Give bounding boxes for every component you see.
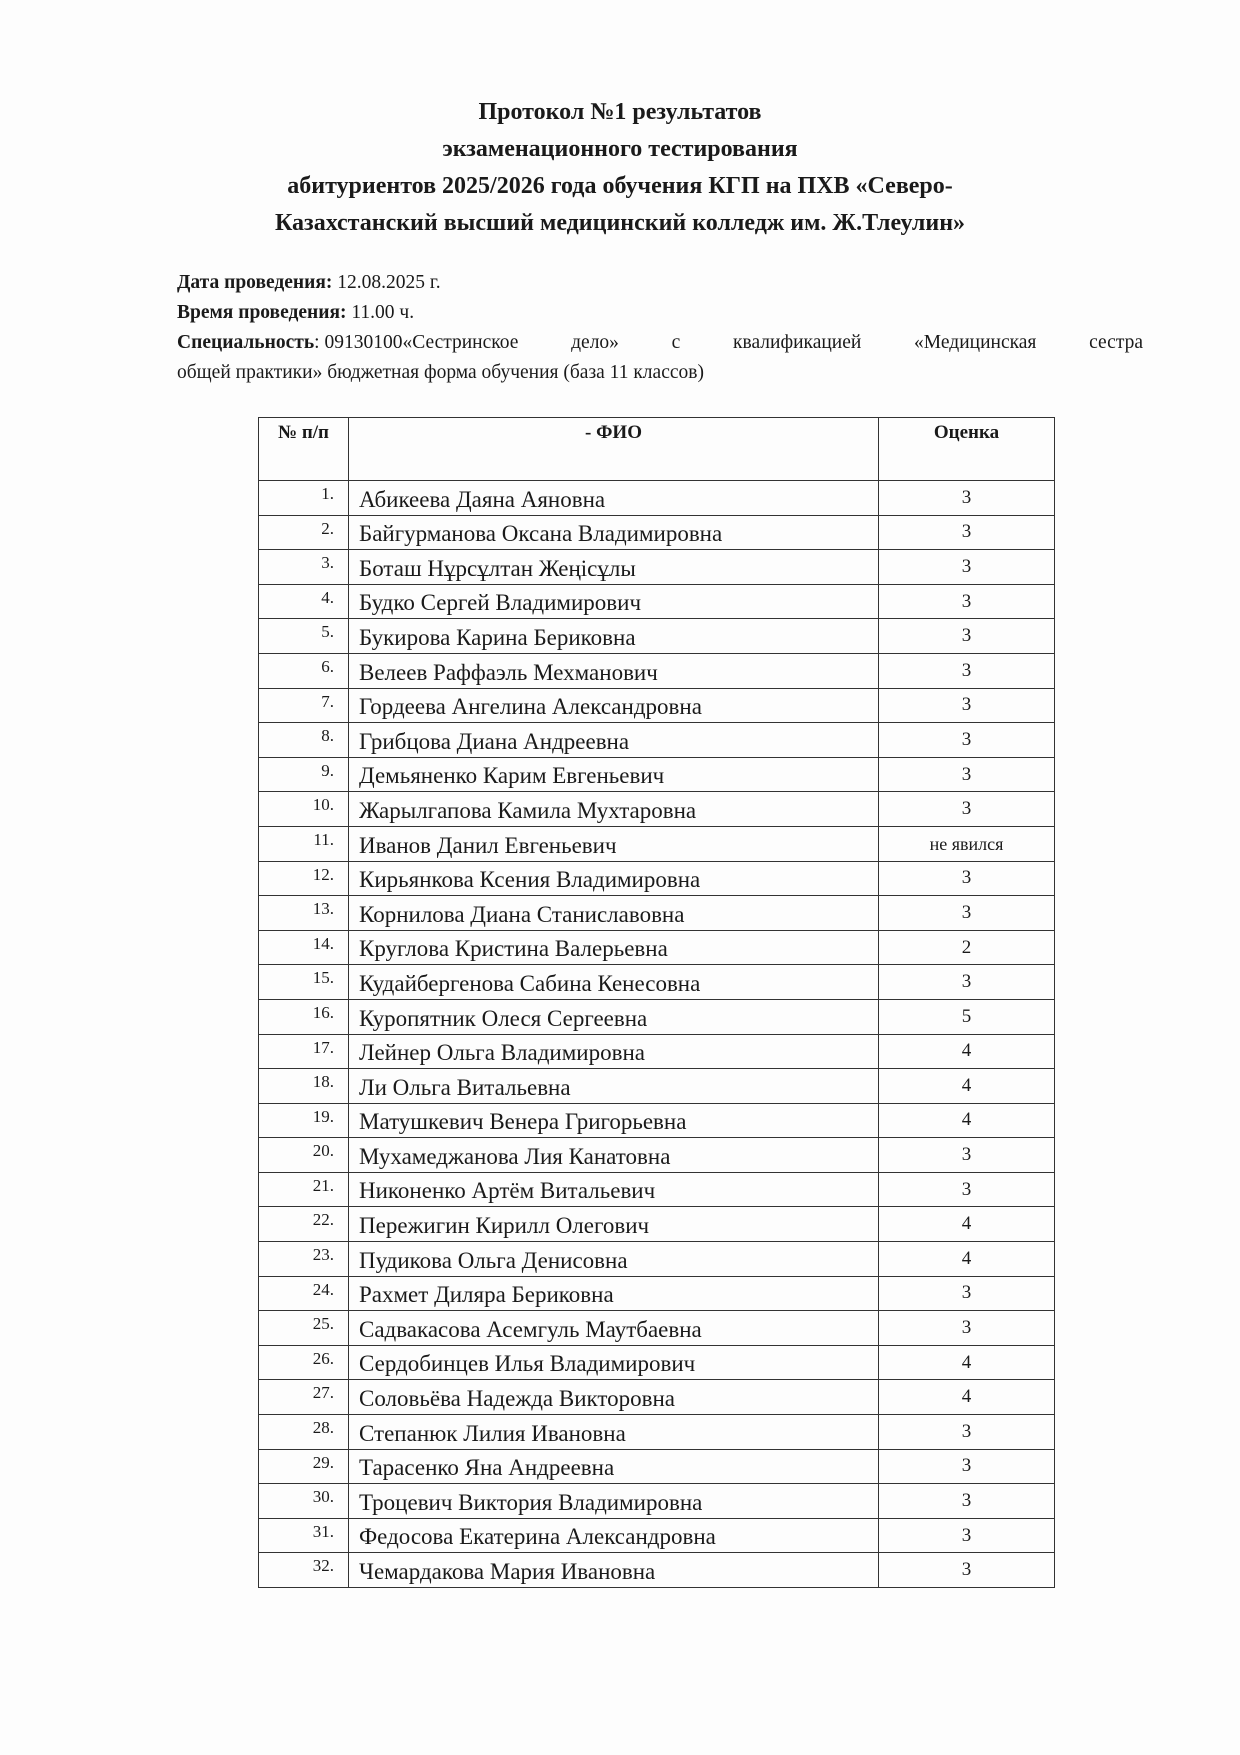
student-grade: 4 [879,1380,1055,1415]
student-name: Корнилова Диана Станиславовна [349,896,879,931]
student-grade: 4 [879,1034,1055,1069]
specialty [177,328,1143,388]
table-row [259,1415,1055,1450]
exam-time-value: 11.00 ч. [351,302,415,323]
student-name: Ли Ольга Витальевна [349,1069,879,1104]
title-line: Казахстанский высший медицинский колледж им. Ж.Тлеулин» [274,210,966,236]
student-grade: 3 [879,515,1055,550]
row-number: 21. [259,1172,349,1207]
table-row [259,1449,1055,1484]
table-row [259,930,1055,965]
row-number: 19. [259,1103,349,1138]
table-row [259,826,1055,861]
row-number: 5. [259,619,349,654]
student-name: Тарасенко Яна Андреевна [349,1449,879,1484]
student-name: Кудайбергенова Сабина Кенесовна [349,965,879,1000]
student-name: Пережигин Кирилл Олегович [349,1207,879,1242]
specialty-line-1 [177,328,1143,358]
table-row [259,584,1055,619]
exam-date-label: Дата проведения: [177,272,333,293]
table-row [259,619,1055,654]
exam-date-value: 12.08.2025 г. [337,272,441,293]
table-row [259,1172,1055,1207]
row-number: 29. [259,1449,349,1484]
table-row [259,1484,1055,1519]
student-name: Букирова Карина Бериковна [349,619,879,654]
student-name: Кирьянкова Ксения Владимировна [349,861,879,896]
exam-details [177,268,1143,388]
table-row [259,1069,1055,1104]
student-grade: 4 [879,1069,1055,1104]
table-row [259,723,1055,758]
table-header-row [259,418,1055,481]
specialty-text: дело» [571,332,619,353]
student-name: Садвакасова Асемгуль Маутбаевна [349,1311,879,1346]
row-number: 17. [259,1034,349,1069]
table-row [259,550,1055,585]
student-grade: 3 [879,1172,1055,1207]
row-number: 3. [259,550,349,585]
table-row [259,515,1055,550]
student-grade: 3 [879,688,1055,723]
results-table [258,417,1055,1588]
row-number: 14. [259,930,349,965]
row-number: 11. [259,826,349,861]
table-row [259,1518,1055,1553]
student-name: Лейнер Ольга Владимировна [349,1034,879,1069]
student-name: Рахмет Диляра Бериковна [349,1276,879,1311]
table-row [259,1553,1055,1588]
student-grade: 3 [879,1553,1055,1588]
row-number: 9. [259,757,349,792]
student-grade: 3 [879,723,1055,758]
student-name: Куропятник Олеся Сергеевна [349,999,879,1034]
row-number: 15. [259,965,349,1000]
exam-time [177,298,1143,328]
student-grade: 2 [879,930,1055,965]
table-row [259,757,1055,792]
header-grade: Оценка [879,418,1055,481]
student-name: Абикеева Даяна Аяновна [349,481,879,516]
title-line: абитуриентов 2025/2026 года обучения КГП на ПХВ «Северо- [287,173,953,199]
row-number: 8. [259,723,349,758]
table-row [259,1207,1055,1242]
student-grade: 3 [879,481,1055,516]
student-grade: 3 [879,584,1055,619]
table-row [259,999,1055,1034]
student-grade: 3 [879,1311,1055,1346]
table-row [259,1345,1055,1380]
row-number: 4. [259,584,349,619]
protocol-title [150,94,1090,242]
student-grade: 3 [879,1276,1055,1311]
student-grade: 3 [879,1484,1055,1519]
table-row [259,481,1055,516]
student-grade: не явился [879,826,1055,861]
table-row [259,688,1055,723]
student-name: Иванов Данил Евгеньевич [349,826,879,861]
student-grade: 3 [879,1518,1055,1553]
student-name: Никоненко Артём Витальевич [349,1172,879,1207]
row-number: 22. [259,1207,349,1242]
student-name: Боташ Нұрсұлтан Жеңісұлы [349,550,879,585]
student-grade: 3 [879,896,1055,931]
student-name: Степанюк Лилия Ивановна [349,1415,879,1450]
student-grade: 3 [879,792,1055,827]
student-name: Мухамеджанова Лия Канатовна [349,1138,879,1173]
student-grade: 4 [879,1207,1055,1242]
table-row [259,1103,1055,1138]
row-number: 28. [259,1415,349,1450]
specialty-text: квалификацией [733,332,862,353]
student-grade: 3 [879,1449,1055,1484]
student-grade: 3 [879,1415,1055,1450]
specialty-text: сестра [1089,332,1143,353]
student-name: Гордеева Ангелина Александровна [349,688,879,723]
table-row [259,792,1055,827]
table-row [259,1034,1055,1069]
student-name: Круглова Кристина Валерьевна [349,930,879,965]
title-line: Протокол №1 результатов [478,99,762,125]
table-row [259,1276,1055,1311]
student-name: Байгурманова Оксана Владимировна [349,515,879,550]
exam-time-label: Время проведения: [177,302,347,323]
specialty-label: Специальность [177,332,315,353]
student-name: Жарылгапова Камила Мухтаровна [349,792,879,827]
table-row [259,1380,1055,1415]
row-number: 13. [259,896,349,931]
specialty-text: : 09130100«Сестринское [314,332,519,353]
row-number: 26. [259,1345,349,1380]
student-name: Демьяненко Карим Евгеньевич [349,757,879,792]
row-number: 6. [259,653,349,688]
student-grade: 5 [879,999,1055,1034]
exam-date [177,268,1143,298]
student-grade: 4 [879,1345,1055,1380]
student-name: Сердобинцев Илья Владимирович [349,1345,879,1380]
student-name: Чемардакова Мария Ивановна [349,1553,879,1588]
row-number: 27. [259,1380,349,1415]
student-name: Грибцова Диана Андреевна [349,723,879,758]
table-row [259,896,1055,931]
student-grade: 3 [879,619,1055,654]
row-number: 20. [259,1138,349,1173]
table-row [259,1138,1055,1173]
table-row [259,1242,1055,1277]
row-number: 32. [259,1553,349,1588]
row-number: 18. [259,1069,349,1104]
student-name: Пудикова Ольга Денисовна [349,1242,879,1277]
row-number: 12. [259,861,349,896]
row-number: 24. [259,1276,349,1311]
title-line: экзаменационного тестирования [442,136,798,162]
row-number: 1. [259,481,349,516]
student-grade: 4 [879,1242,1055,1277]
student-grade: 3 [879,757,1055,792]
student-name: Федосова Екатерина Александровна [349,1518,879,1553]
table-row [259,653,1055,688]
student-grade: 3 [879,653,1055,688]
student-grade: 3 [879,1138,1055,1173]
header-name: - ФИО [349,418,879,481]
table-row [259,861,1055,896]
row-number: 2. [259,515,349,550]
table-body [259,481,1055,1588]
student-grade: 4 [879,1103,1055,1138]
student-grade: 3 [879,861,1055,896]
row-number: 30. [259,1484,349,1519]
specialty-line-2: общей практики» бюджетная форма обучения (база 11 классов) [177,362,704,383]
row-number: 31. [259,1518,349,1553]
table-row [259,1311,1055,1346]
student-name: Велеев Раффаэль Мехманович [349,653,879,688]
student-name: Троцевич Виктория Владимировна [349,1484,879,1519]
student-grade: 3 [879,965,1055,1000]
student-name: Будко Сергей Владимирович [349,584,879,619]
specialty-text: с [671,332,681,353]
row-number: 7. [259,688,349,723]
student-name: Матушкевич Венера Григорьевна [349,1103,879,1138]
student-name: Соловьёва Надежда Викторовна [349,1380,879,1415]
row-number: 16. [259,999,349,1034]
table-row [259,965,1055,1000]
student-grade: 3 [879,550,1055,585]
specialty-text: «Медицинская [914,332,1037,353]
row-number: 10. [259,792,349,827]
header-num: № п/п [259,418,349,481]
row-number: 25. [259,1311,349,1346]
row-number: 23. [259,1242,349,1277]
